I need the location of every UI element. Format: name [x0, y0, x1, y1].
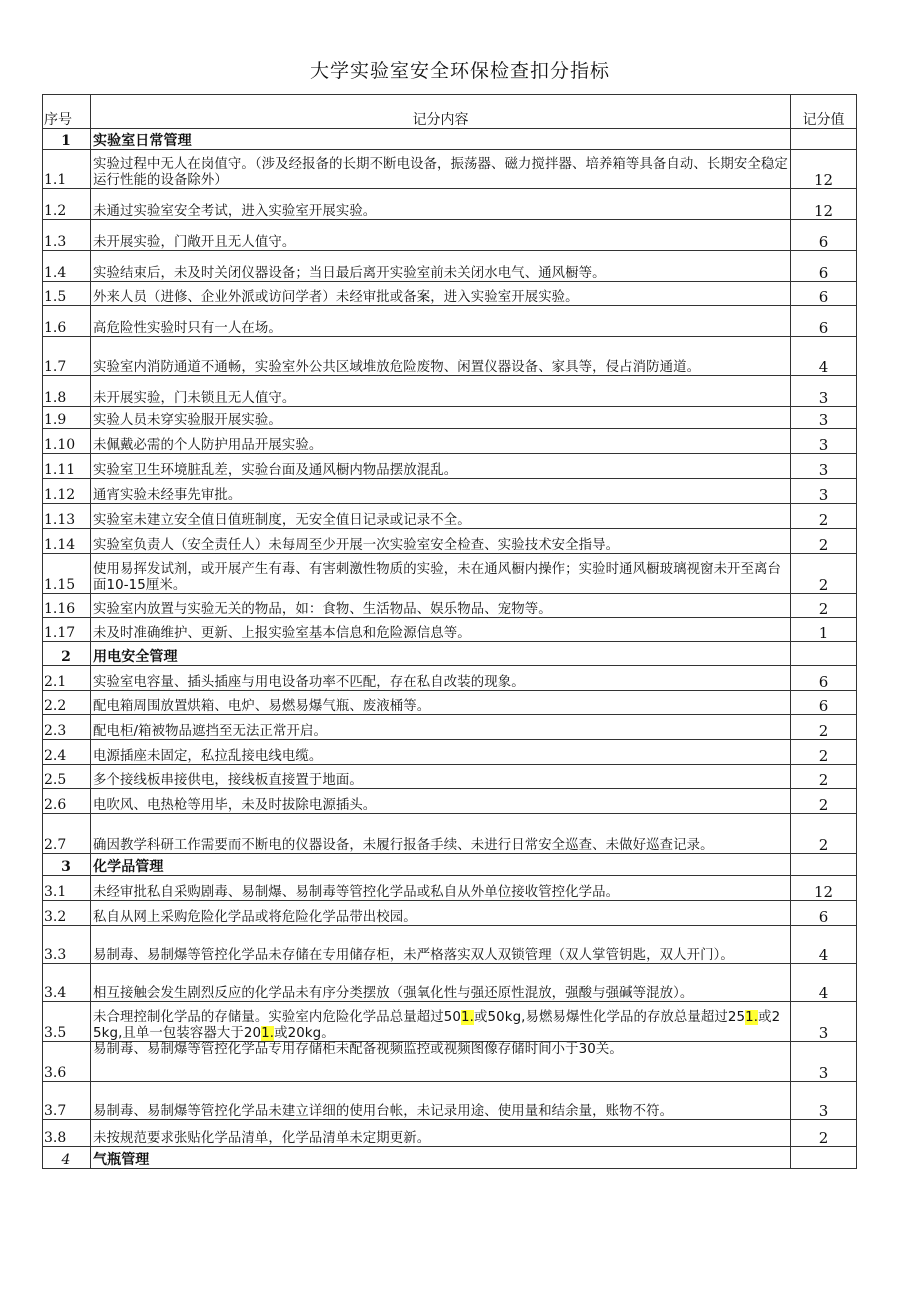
section-row [43, 642, 857, 666]
row-content: 多个接线板串接供电，接线板直接置于地面。 [91, 765, 791, 789]
row-score [791, 129, 857, 150]
row-number: 1 [43, 129, 91, 150]
row-content: 实验人员未穿实验服开展实验。 [91, 407, 791, 429]
row-number: 1.1 [43, 150, 91, 189]
row-score: 6 [791, 666, 857, 691]
table-row [43, 814, 857, 854]
row-score: 6 [791, 220, 857, 251]
row-score: 2 [791, 1120, 857, 1147]
row-score: 12 [791, 150, 857, 189]
row-content [91, 1002, 791, 1042]
table-row [43, 876, 857, 901]
row-score: 4 [791, 337, 857, 376]
row-score: 6 [791, 306, 857, 337]
row-number: 3.1 [43, 876, 91, 901]
row-number: 2.3 [43, 715, 91, 740]
table-row [43, 1002, 857, 1042]
row-content: 私自从网上采购危险化学品或将危险化学品带出校园。 [91, 901, 791, 926]
content-segment: 未合理控制化学品的存储量。实验室内危险化学品总量超过50 [93, 1010, 461, 1025]
row-number: 1.12 [43, 479, 91, 504]
content-segment: 或20kg。 [274, 1025, 335, 1041]
section-title: 用电安全管理 [91, 642, 791, 666]
row-content: 实验室内消防通道不通畅，实验室外公共区域堆放危险废物、闲置仪器设备、家具等，侵占消防通道。 [91, 337, 791, 376]
row-number: 3.7 [43, 1082, 91, 1120]
table-row [43, 740, 857, 765]
row-score: 12 [791, 876, 857, 901]
content-segment: 或50kg,易燃易爆性化学品的存放总量超过25 [473, 1010, 746, 1025]
row-content: 未按规范要求张贴化学品清单，化学品清单未定期更新。 [91, 1120, 791, 1147]
row-number: 1.15 [43, 554, 91, 594]
row-content: 实验结束后，未及时关闭仪器设备；当日最后离开实验室前未关闭水电气、通风橱等。 [91, 251, 791, 282]
table-header-row [43, 95, 857, 129]
section-row [43, 854, 857, 876]
table-row [43, 429, 857, 454]
table-row [43, 479, 857, 504]
table-row [43, 251, 857, 282]
row-number: 3 [43, 854, 91, 876]
row-score: 2 [791, 715, 857, 740]
row-score: 12 [791, 189, 857, 220]
highlighted-unit: 1. [261, 1025, 275, 1041]
row-number: 1.17 [43, 618, 91, 642]
row-number: 1.2 [43, 189, 91, 220]
table-row [43, 691, 857, 715]
row-number: 1.16 [43, 594, 91, 618]
row-score: 2 [791, 740, 857, 765]
row-score: 3 [791, 1082, 857, 1120]
row-score: 3 [791, 407, 857, 429]
row-number: 1.11 [43, 454, 91, 479]
row-content: 易制毒、易制爆等管控化学品专用存储柜未配备视频监控或视频图像存储时间小于30关。 [91, 1042, 791, 1082]
row-content: 实验室电容量、插头插座与用电设备功率不匹配，存在私自改装的现象。 [91, 666, 791, 691]
row-score: 2 [791, 814, 857, 854]
row-content: 电吹风、电热枪等用毕，未及时拔除电源插头。 [91, 789, 791, 814]
header-content: 记分内容 [91, 95, 791, 129]
row-score: 4 [791, 964, 857, 1002]
row-number: 1.4 [43, 251, 91, 282]
table-row [43, 504, 857, 529]
row-number: 1.5 [43, 282, 91, 306]
table-row [43, 454, 857, 479]
row-score: 3 [791, 429, 857, 454]
table-row [43, 964, 857, 1002]
row-content: 相互接触会发生剧烈反应的化学品未有序分类摆放（强氧化性与强还原性混放，强酸与强碱等混放）。 [91, 964, 791, 1002]
content-segment: 或25kg,且单一包装容器大于20 [93, 1010, 781, 1041]
score-table [42, 94, 857, 1169]
table-row [43, 594, 857, 618]
table-row [43, 901, 857, 926]
row-score: 2 [791, 789, 857, 814]
row-number: 1.14 [43, 529, 91, 554]
section-title: 化学品管理 [91, 854, 791, 876]
row-number: 1.13 [43, 504, 91, 529]
row-content: 确因教学科研工作需要而不断电的仪器设备，未履行报备手续、未进行日常安全巡查、未做好巡查记录。 [91, 814, 791, 854]
row-content: 实验过程中无人在岗值守。（涉及经报备的长期不断电设备，振荡器、磁力搅拌器、培养箱等具备自动、长期安全稳定运行性能的设备除外） [91, 150, 791, 189]
row-score: 4 [791, 926, 857, 964]
table-row [43, 376, 857, 407]
row-number: 2.2 [43, 691, 91, 715]
table-row [43, 1120, 857, 1147]
section-row [43, 129, 857, 150]
row-score [791, 642, 857, 666]
table-row [43, 407, 857, 429]
row-content: 实验室未建立安全值日值班制度，无安全值日记录或记录不全。 [91, 504, 791, 529]
row-number: 1.6 [43, 306, 91, 337]
table-row [43, 715, 857, 740]
row-content: 未开展实验，门未锁且无人值守。 [91, 376, 791, 407]
row-content: 实验室内放置与实验无关的物品，如：食物、生活物品、娱乐物品、宠物等。 [91, 594, 791, 618]
row-number: 3.5 [43, 1002, 91, 1042]
page-title: 大学实验室安全环保检查扣分指标 [309, 60, 610, 82]
section-title: 实验室日常管理 [91, 129, 791, 150]
row-score: 2 [791, 554, 857, 594]
table-row [43, 1082, 857, 1120]
row-number: 2.1 [43, 666, 91, 691]
row-score [791, 854, 857, 876]
row-content: 通宵实验未经事先审批。 [91, 479, 791, 504]
row-score: 6 [791, 901, 857, 926]
row-score: 3 [791, 454, 857, 479]
row-score: 6 [791, 282, 857, 306]
row-content: 使用易挥发试剂，或开展产生有毒、有害刺激性物质的实验，未在通风橱内操作；实验时通风橱玻璃视窗未开至离台面10-15厘米。 [91, 554, 791, 594]
row-content: 未佩戴必需的个人防护用品开展实验。 [91, 429, 791, 454]
table-row [43, 789, 857, 814]
row-content: 易制毒、易制爆等管控化学品未建立详细的使用台帐，未记录用途、使用量和结余量，账物不符。 [91, 1082, 791, 1120]
row-score: 3 [791, 376, 857, 407]
row-number: 1.3 [43, 220, 91, 251]
score-table-body [43, 95, 857, 1169]
row-content: 实验室负责人（安全责任人）未每周至少开展一次实验室安全检查、实验技术安全指导。 [91, 529, 791, 554]
row-number: 3.6 [43, 1042, 91, 1082]
row-number: 3.8 [43, 1120, 91, 1147]
row-score: 1 [791, 618, 857, 642]
row-content: 易制毒、易制爆等管控化学品未存储在专用储存柜，未严格落实双人双锁管理（双人掌管钥匙，双人开门）。 [91, 926, 791, 964]
table-row [43, 529, 857, 554]
highlighted-unit: 1. [745, 1010, 759, 1025]
table-row [43, 220, 857, 251]
table-row [43, 926, 857, 964]
table-row [43, 306, 857, 337]
table-row [43, 765, 857, 789]
row-number: 1.10 [43, 429, 91, 454]
row-number: 2 [43, 642, 91, 666]
table-row [43, 150, 857, 189]
row-number: 2.4 [43, 740, 91, 765]
row-content: 未开展实验，门敞开且无人值守。 [91, 220, 791, 251]
row-content: 高危险性实验时只有一人在场。 [91, 306, 791, 337]
row-score: 3 [791, 1002, 857, 1042]
row-score: 3 [791, 1042, 857, 1082]
table-row [43, 554, 857, 594]
section-title: 气瓶管理 [91, 1147, 791, 1169]
row-content: 实验室卫生环境脏乱差，实验台面及通风橱内物品摆放混乱。 [91, 454, 791, 479]
table-row [43, 666, 857, 691]
header-value: 记分值 [791, 95, 857, 129]
row-content: 配电柜/箱被物品遮挡至无法正常开启。 [91, 715, 791, 740]
row-number: 2.5 [43, 765, 91, 789]
table-row [43, 189, 857, 220]
row-content: 配电箱周围放置烘箱、电炉、易燃易爆气瓶、废液桶等。 [91, 691, 791, 715]
table-row [43, 1042, 857, 1082]
row-content: 未经审批私自采购剧毒、易制爆、易制毒等管控化学品或私自从外单位接收管控化学品。 [91, 876, 791, 901]
row-content: 电源插座未固定，私拉乱接电线电缆。 [91, 740, 791, 765]
row-number: 2.7 [43, 814, 91, 854]
row-score: 3 [791, 479, 857, 504]
row-number: 1.8 [43, 376, 91, 407]
row-score: 6 [791, 251, 857, 282]
row-score: 2 [791, 594, 857, 618]
row-content: 外来人员（进修、企业外派或访问学者）未经审批或备案，进入实验室开展实验。 [91, 282, 791, 306]
row-score: 6 [791, 691, 857, 715]
row-content: 未及时准确维护、更新、上报实验室基本信息和危险源信息等。 [91, 618, 791, 642]
row-score: 2 [791, 529, 857, 554]
row-number: 4 [43, 1147, 91, 1169]
row-number: 1.9 [43, 407, 91, 429]
section-row [43, 1147, 857, 1169]
row-score: 2 [791, 504, 857, 529]
row-number: 3.4 [43, 964, 91, 1002]
table-row [43, 337, 857, 376]
row-number: 3.2 [43, 901, 91, 926]
row-number: 1.7 [43, 337, 91, 376]
highlighted-unit: 1. [461, 1010, 474, 1025]
table-row [43, 282, 857, 306]
row-number: 2.6 [43, 789, 91, 814]
row-content: 未通过实验室安全考试，进入实验室开展实验。 [91, 189, 791, 220]
table-row [43, 618, 857, 642]
row-score: 2 [791, 765, 857, 789]
row-score [791, 1147, 857, 1169]
row-number: 3.3 [43, 926, 91, 964]
header-no: 序号 [43, 95, 91, 129]
